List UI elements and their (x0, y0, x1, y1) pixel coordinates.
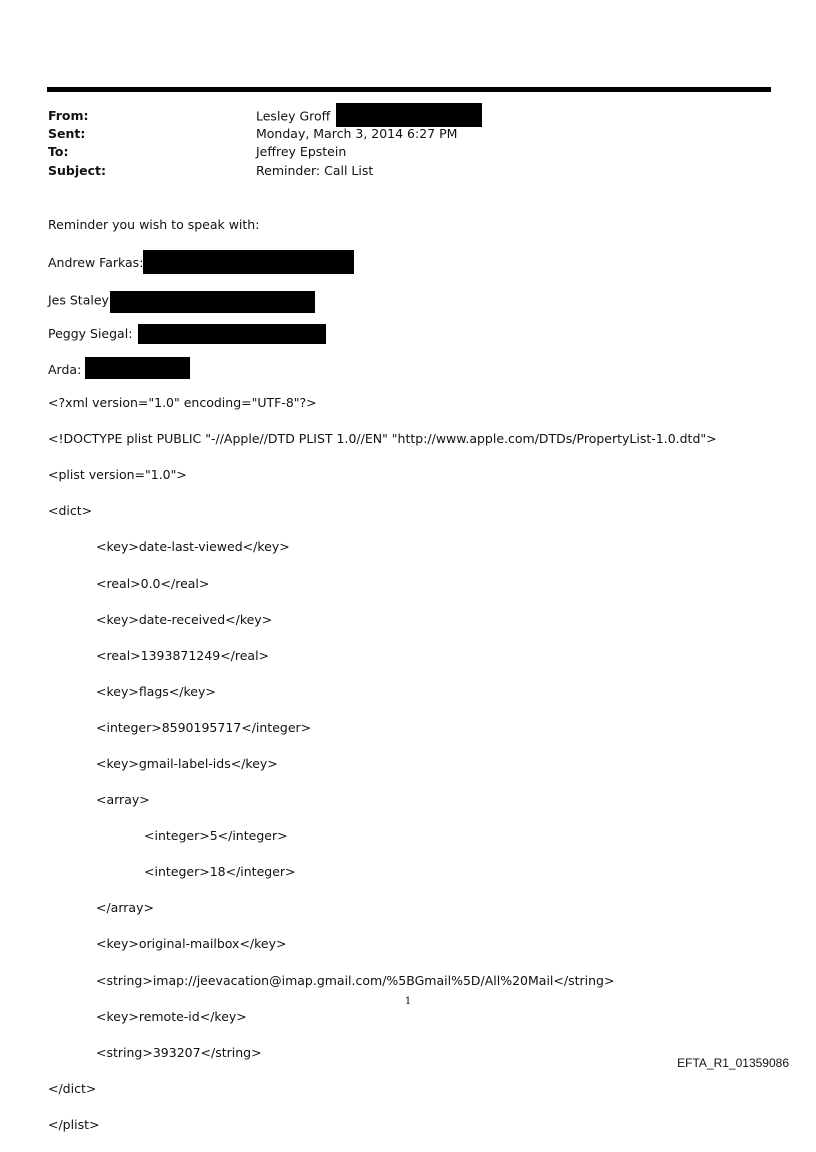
contact-line (48, 289, 315, 313)
xml-line: <key>flags</key> (96, 683, 216, 699)
xml-line: <array> (96, 792, 150, 808)
redaction-box (143, 250, 354, 274)
from-name: Lesley Groff (256, 108, 331, 124)
xml-line: <!DOCTYPE plist PUBLIC "-//Apple//DTD PLIST 1.0//EN" "http://www.apple.com/DTDs/PropertyList-1.0.dtd"> (48, 431, 717, 447)
xml-line: <integer>18</integer> (144, 864, 296, 880)
xml-line: <real>0.0</real> (96, 575, 210, 591)
xml-line: <integer>5</integer> (144, 828, 288, 844)
xml-line: </array> (96, 900, 154, 916)
xml-line: <string>393207</string> (96, 1044, 262, 1060)
contact-line (48, 325, 326, 344)
xml-line: </dict> (48, 1080, 97, 1096)
xml-line: <key>date-received</key> (96, 611, 273, 627)
contact-name: Jes Staley (48, 292, 109, 308)
redaction-box (138, 324, 326, 344)
xml-line: <key>original-mailbox</key> (96, 936, 287, 952)
xml-line: <key>remote-id</key> (96, 1008, 247, 1024)
from-value (256, 107, 482, 127)
subject-value: Reminder: Call List (256, 162, 374, 178)
sent-value: Monday, March 3, 2014 6:27 PM (256, 126, 458, 142)
subject-label: Subject: (48, 162, 106, 178)
xml-line: <real>1393871249</real> (96, 647, 270, 663)
bates-id: EFTA_R1_01359086 (677, 1056, 789, 1070)
sent-label: Sent: (48, 126, 86, 142)
xml-line: <key>gmail-label-ids</key> (96, 755, 278, 771)
xml-block (48, 376, 717, 1152)
redaction-box (110, 291, 315, 313)
redaction-box (336, 103, 482, 127)
header-rule (47, 87, 771, 92)
xml-line: <plist version="1.0"> (48, 467, 187, 483)
contact-name: Arda: (48, 362, 82, 377)
xml-line: <string>imap://jeevacation@imap.gmail.com/%5BGmail%5D/All%20Mail</string> (96, 972, 615, 988)
xml-line: <integer>8590195717</integer> (96, 719, 312, 735)
xml-line: <key>date-last-viewed</key> (96, 539, 290, 555)
body-intro: Reminder you wish to speak with: (48, 217, 260, 232)
contact-name: Andrew Farkas: (48, 255, 144, 270)
xml-line: </plist> (48, 1116, 100, 1132)
xml-line: <dict> (48, 503, 93, 519)
to-label: To: (48, 144, 69, 160)
contact-name: Peggy Siegal: (48, 326, 133, 341)
to-value: Jeffrey Epstein (256, 144, 347, 160)
xml-line: <?xml version="1.0" encoding="UTF-8"?> (48, 395, 317, 411)
page-number: 1 (404, 996, 412, 1007)
from-label: From: (48, 108, 89, 123)
contact-line (48, 253, 354, 274)
